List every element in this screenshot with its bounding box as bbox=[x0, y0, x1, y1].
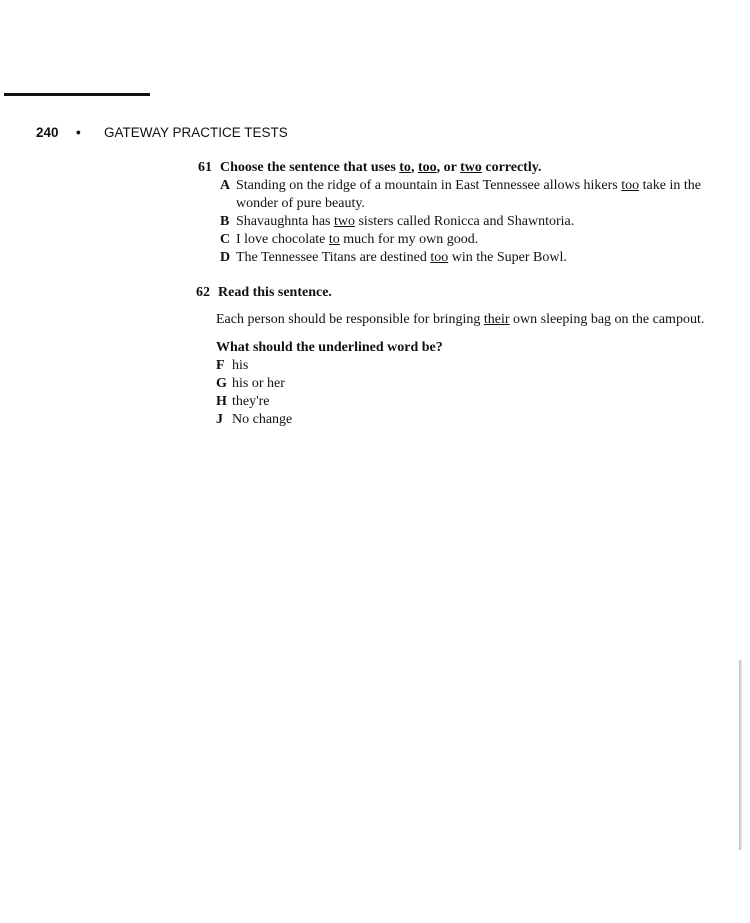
choice-f[interactable] bbox=[216, 357, 736, 375]
choice-c[interactable] bbox=[220, 231, 728, 249]
question-stem: Read this sentence. bbox=[218, 285, 332, 300]
choice-text: his bbox=[232, 358, 249, 373]
question-number: 62 bbox=[196, 285, 210, 300]
header-bullet: • bbox=[76, 125, 81, 140]
choice-a[interactable] bbox=[220, 177, 728, 213]
choice-d[interactable] bbox=[220, 249, 728, 267]
choice-text: his or her bbox=[232, 376, 285, 391]
answer-choices bbox=[220, 177, 728, 267]
choice-j[interactable] bbox=[216, 411, 736, 429]
choice-letter: F bbox=[216, 358, 225, 373]
choice-letter: J bbox=[216, 412, 223, 427]
answer-choices bbox=[216, 357, 736, 429]
question-62 bbox=[196, 284, 736, 429]
choice-text: I love chocolate to much for my own good. bbox=[236, 232, 479, 247]
question-62-stem-line bbox=[196, 284, 736, 302]
choice-text: No change bbox=[232, 412, 293, 427]
choice-letter: D bbox=[220, 250, 231, 265]
page-edge-shadow bbox=[739, 660, 742, 850]
choice-letter: G bbox=[216, 376, 227, 391]
reading-passage: Each person should be responsible for bringing their own sleeping bag on the campout. bbox=[216, 312, 705, 327]
choice-text: Standing on the ridge of a mountain in East Tennessee allows hikers too take in the wonder of pure beauty. bbox=[236, 178, 701, 211]
question-stem: Choose the sentence that uses to, too, or two correctly. bbox=[220, 160, 542, 175]
question-prompt: What should the underlined word be? bbox=[216, 340, 443, 355]
choice-letter: C bbox=[220, 232, 231, 247]
question-number: 61 bbox=[198, 160, 212, 175]
choice-text: they're bbox=[232, 394, 270, 409]
header-title: GATEWAY PRACTICE TESTS bbox=[104, 125, 288, 140]
header-rule bbox=[4, 93, 150, 96]
choice-text: Shavaughnta has two sisters called Ronicca and Shawntoria. bbox=[236, 214, 575, 229]
choice-h[interactable] bbox=[216, 393, 736, 411]
running-header bbox=[36, 125, 288, 140]
choice-g[interactable] bbox=[216, 375, 736, 393]
question-61 bbox=[198, 159, 728, 267]
choice-b[interactable] bbox=[220, 213, 728, 231]
choice-letter: H bbox=[216, 394, 227, 409]
page-number: 240 bbox=[36, 125, 59, 140]
choice-letter: A bbox=[220, 178, 231, 193]
choice-letter: B bbox=[220, 214, 230, 229]
question-61-stem-line bbox=[198, 159, 728, 177]
choice-text: The Tennessee Titans are destined too win the Super Bowl. bbox=[236, 250, 567, 265]
